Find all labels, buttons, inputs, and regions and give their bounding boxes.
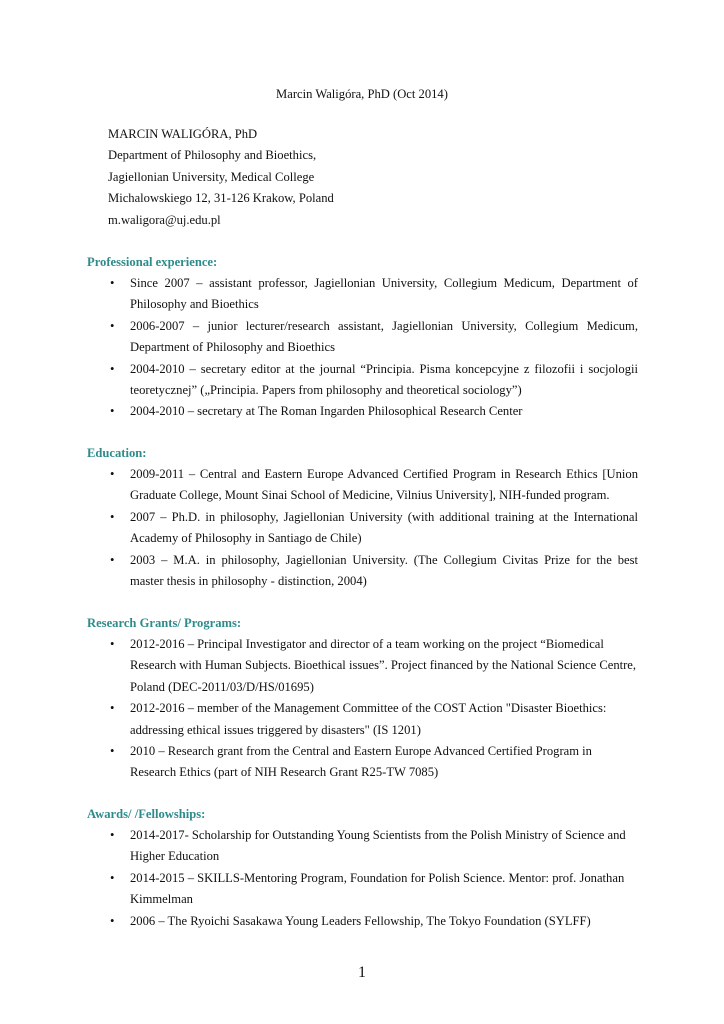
list-item: • 2014-2017- Scholarship for Outstanding Young Scientists from the Polish Ministry of Science and Higher Education xyxy=(130,825,638,868)
grants-heading: Research Grants/ Programs: xyxy=(87,616,242,630)
education-heading: Education: xyxy=(87,446,147,460)
list-item: • 2012-2016 – Principal Investigator and director of a team working on the project “Biomedical Research with Human Subjects. Bioethical issues”. Project financed by the National Science Centre, Poland (DEC-2011/03/D/HS/01695) xyxy=(130,634,638,698)
contact-email: m.waligora@uj.edu.pl xyxy=(108,212,221,227)
list-item: • 2007 – Ph.D. in philosophy, Jagiellonian University (with additional training at the International Academy of Philosophy in Santiago de Chile) xyxy=(130,507,638,550)
list-item: • 2012-2016 – member of the Management Committee of the COST Action "Disaster Bioethics: addressing ethical issues triggered by disasters" (IS 1201) xyxy=(130,698,638,741)
list-item: • 2003 – M.A. in philosophy, Jagiellonian University. (The Collegium Civitas Prize for the best master thesis in philosophy - distinction, 2004) xyxy=(130,550,638,593)
contact-address: Michalowskiego 12, 31-126 Krakow, Poland xyxy=(108,191,334,206)
list-item: • 2004-2010 – secretary editor at the journal “Principia. Pisma koncepcyjne z filozofii i socjologii teoretycznej” („Principia. Papers from philosophy and theoretical sociology”) xyxy=(130,359,638,402)
contact-name: MARCIN WALIGÓRA, PhD xyxy=(108,127,258,141)
document-title: Marcin Waligóra, PhD (Oct 2014) xyxy=(276,87,448,101)
list-item: • 2009-2011 – Central and Eastern Europe Advanced Certified Program in Research Ethics [Union Graduate College, Mount Sinai School of Medicine, Vilnius University], NIH-funded program. xyxy=(130,464,638,507)
list-item: • 2006 – The Ryoichi Sasakawa Young Leaders Fellowship, The Tokyo Foundation (SYLFF) xyxy=(130,911,638,932)
list-item: • 2014-2015 – SKILLS-Mentoring Program, Foundation for Polish Science. Mentor: prof. Jonathan Kimmelman xyxy=(130,868,638,911)
grants-list xyxy=(130,634,638,784)
list-item: • 2004-2010 – secretary at The Roman Ingarden Philosophical Research Center xyxy=(130,401,638,422)
page-number: 1 xyxy=(358,964,366,981)
contact-institution: Jagiellonian University, Medical College xyxy=(108,169,315,184)
list-item: • 2010 – Research grant from the Central and Eastern Europe Advanced Certified Program in Research Ethics (part of NIH Research Grant R25-TW 7085) xyxy=(130,741,638,784)
experience-list xyxy=(130,273,638,423)
contact-block xyxy=(108,124,334,231)
experience-heading: Professional experience: xyxy=(87,255,218,269)
list-item: • 2006-2007 – junior lecturer/research assistant, Jagiellonian University, Collegium Medicum, Department of Philosophy and Bioethics xyxy=(130,316,638,359)
awards-heading: Awards/ /Fellowships: xyxy=(87,807,206,821)
contact-department: Department of Philosophy and Bioethics, xyxy=(108,148,317,163)
awards-list xyxy=(130,825,638,932)
education-list xyxy=(130,464,638,592)
list-item: • Since 2007 – assistant professor, Jagiellonian University, Collegium Medicum, Department of Philosophy and Bioethics xyxy=(130,273,638,316)
